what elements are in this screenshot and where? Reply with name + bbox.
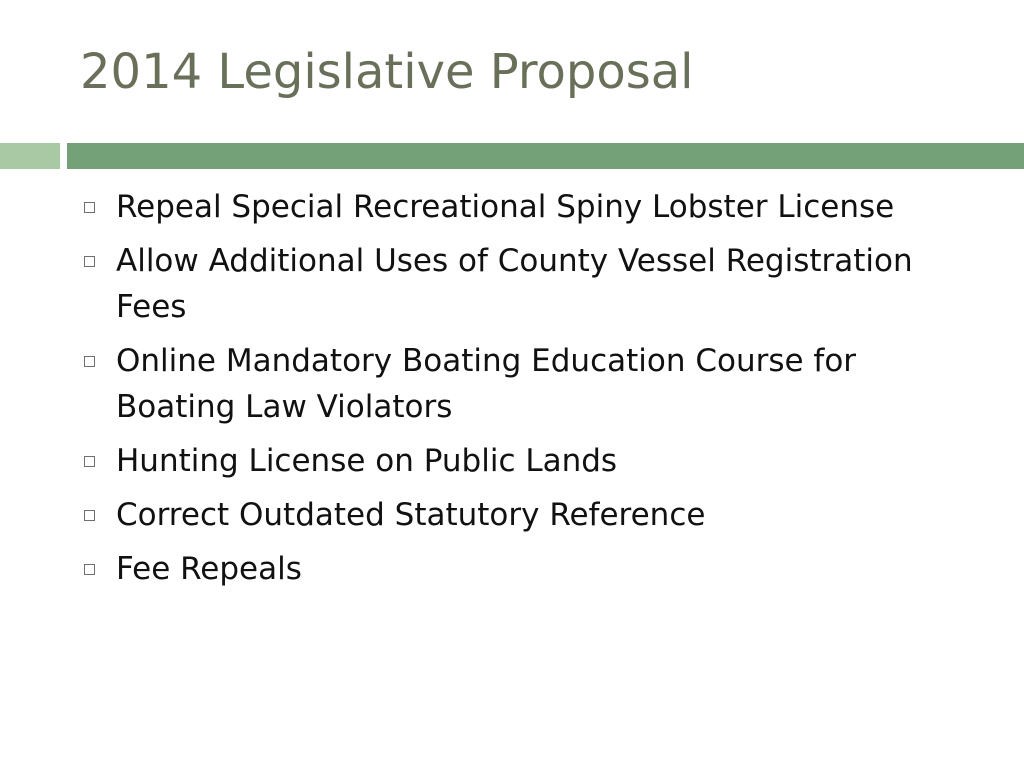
bullet-item: [80, 546, 980, 592]
bullet-item: [80, 338, 980, 430]
bullet-text: Fee Repeals: [116, 551, 302, 587]
bullet-list: [80, 184, 980, 600]
square-bullet-icon: [84, 356, 95, 367]
title-accent-bar-left: [0, 143, 60, 169]
title-accent-bar: [67, 143, 1024, 169]
bullet-text: Hunting License on Public Lands: [116, 443, 618, 479]
square-bullet-icon: [84, 202, 95, 213]
square-bullet-icon: [84, 564, 95, 575]
bullet-text: Online Mandatory Boating Education Course for Boating Law Violators: [116, 343, 857, 425]
square-bullet-icon: [84, 510, 95, 521]
slide-title: 2014 Legislative Proposal: [80, 44, 694, 100]
bullet-item: [80, 492, 980, 538]
bullet-text: Correct Outdated Statutory Reference: [116, 497, 706, 533]
bullet-item: [80, 238, 980, 330]
square-bullet-icon: [84, 256, 95, 267]
bullet-item: [80, 438, 980, 484]
bullet-item: [80, 184, 980, 230]
bullet-text: Repeal Special Recreational Spiny Lobster License: [116, 189, 895, 225]
square-bullet-icon: [84, 456, 95, 467]
bullet-text: Allow Additional Uses of County Vessel Registration Fees: [116, 243, 913, 325]
